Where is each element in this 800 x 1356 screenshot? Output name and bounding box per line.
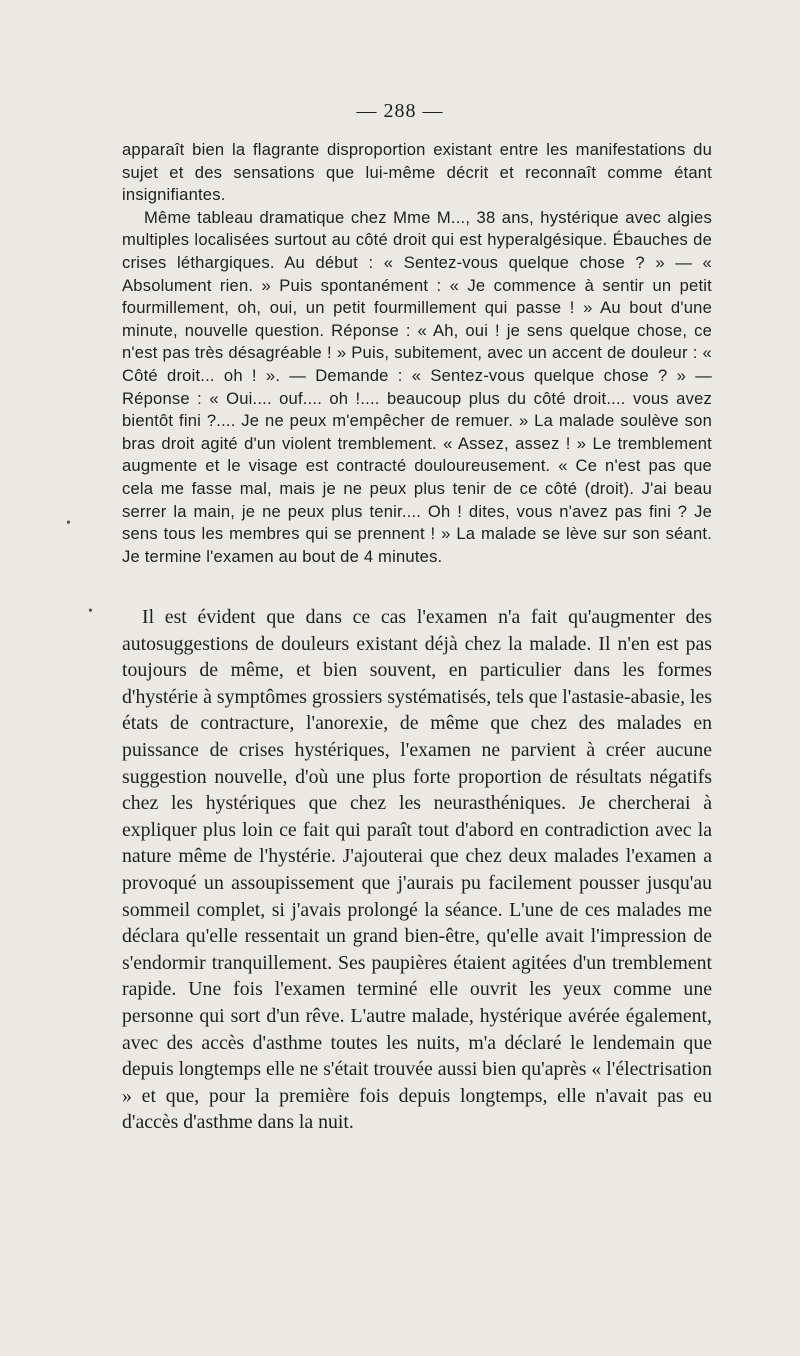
- paragraph-continuation: apparaît bien la flagrante disproportion existant entre les manifestations du sujet et des sensations que lui-même décrit et reconnaît comme étant insignifiantes.: [122, 140, 712, 205]
- page-number: — 288 —: [356, 100, 444, 122]
- margin-mark: •: [88, 604, 93, 619]
- paragraph-commentary: Il est évident que dans ce cas l'examen n'a fait qu'augmenter des autosuggestions de douleurs existant déjà chez la malade. Il n'en est pas toujours de même, et bien souvent, en particulier dans les formes d'hystérie à symptômes grossiers systématisés, tels que l'astasie-abasie, les états de contracture, l'anorexie, de même que chez des malades en puissance de crises hystériques, l'examen ne parvient à créer aucune suggestion nouvelle, d'où une plus forte proportion de résultats négatifs chez les hystériques que chez les neurasthéniques. Je chercherai à expliquer plus loin ce fait qui paraît tout d'abord en contradiction avec la nature même de l'hystérie. J'ajouterai que chez deux malades l'examen a provoqué un assoupissement que j'aurais pu facilement pousser jusqu'au sommeil complet, si j'avais prolongé la séance. L'une de ces malades me déclara qu'elle ressentait un grand bien-être, qu'elle avait l'impression de s'endormir tranquillement. Ses paupières étaient agitées d'un tremblement rapide. Une fois l'examen terminé elle ouvrit les yeux comme une personne qui sort d'un rêve. L'autre malade, hystérique avérée également, avec des accès d'asthme toutes les nuits, m'a déclaré le lendemain que depuis longtemps elle ne s'était trouvée aussi bien qu'après « l'électrisation » et que, pour la première fois depuis longtemps, elle n'avait pas eu d'accès d'asthme dans la nuit.: [122, 606, 712, 1134]
- paragraph-case-description: Même tableau dramatique chez Mme M..., 38 ans, hystérique avec algies multiples localisées surtout au côté droit qui est hyperalgésique. Ébauches de crises léthargiques. Au début : « Sentez-vous quelque chose ? » — « Absolument rien. » Puis spontanément : « Je commence à sentir un petit fourmillement, oh, oui, un petit fourmillement qui passe ! » Au bout d'une minute, nouvelle question. Réponse : « Ah, oui ! je sens quelque chose, ce n'est pas très désagréable ! » Puis, subitement, avec un accent de douleur : « Côté droit... oh ! ». — Demande : « Sentez-vous quelque chose ? » — Réponse : « Oui.... ouf.... oh !.... beaucoup plus du côté droit.... vous avez bientôt fini ?.... Je ne peux m'empêcher de remuer. » La malade soulève son bras droit agité d'un violent tremblement. « Assez, assez ! » Le tremblement augmente et le visage est contracté douloureusement. « Ce n'est pas que cela me fasse mal, mais je ne peux plus tenir de ce côté (droit). J'ai beau serrer la main, je ne peux plus tenir.... Oh ! dites, vous n'avez pas fini ? Je sens tous les membres qui se prennent ! » La malade se lève sur son séant. Je termine l'examen au bout de 4 minutes.: [122, 207, 712, 566]
- commentary-text: [122, 604, 712, 1136]
- case-report-text: [122, 139, 712, 568]
- margin-mark: •: [66, 516, 71, 531]
